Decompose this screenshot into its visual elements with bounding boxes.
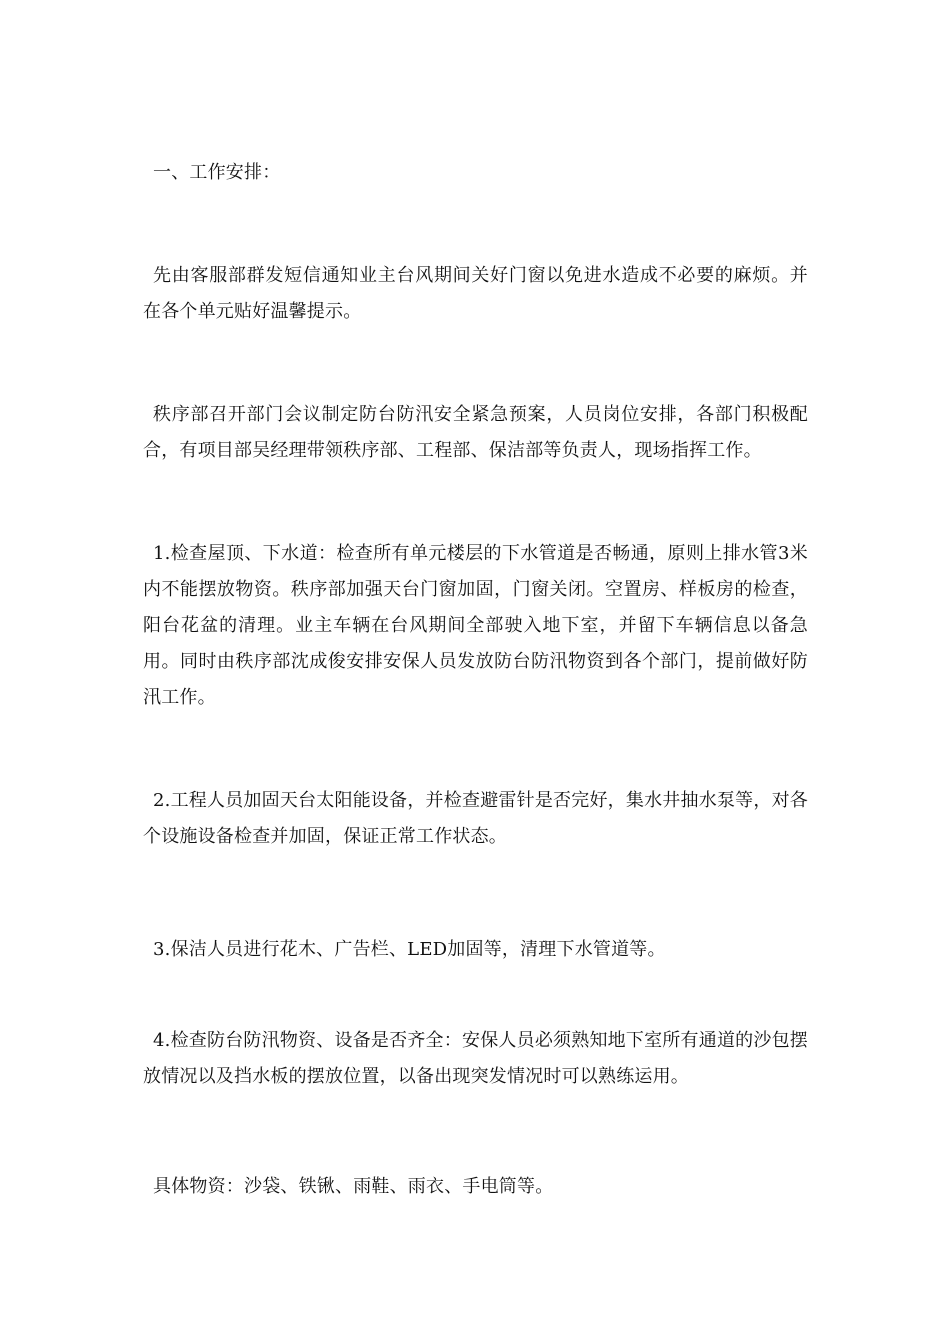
paragraph-item-2: 2.工程人员加固天台太阳能设备，并检查避雷针是否完好，集水井抽水泵等，对各个设施设备检查并加固，保证正常工作状态。 — [143, 790, 808, 847]
paragraph-item-4: 4.检查防台防汛物资、设备是否齐全：安保人员必须熟知地下室所有通道的沙包摆放情况以及挡水板的摆放位置，以备出现突发情况时可以熟练运用。 — [143, 1030, 808, 1087]
paragraph-item-3: 3.保洁人员进行花木、广告栏、LED加固等，清理下水管道等。 — [153, 939, 666, 960]
paragraph-notice: 先由客服部群发短信通知业主台风期间关好门窗以免进水造成不必要的麻烦。并在各个单元贴好温馨提示。 — [143, 265, 808, 322]
paragraph-item-1: 1.检查屋顶、下水道：检查所有单元楼层的下水管道是否畅通，原则上排水管3米内不能摆放物资。秩序部加强天台门窗加固，门窗关闭。空置房、样板房的检查，阳台花盆的清理。业主车辆在台风期间全部驶入地下室，并留下车辆信息以备急用。同时由秩序部沈成俊安排安保人员发放防台防汛物资到各个部门，提前做好防汛工作。 — [143, 543, 808, 708]
paragraph-materials: 具体物资：沙袋、铁锹、雨鞋、雨衣、手电筒等。 — [153, 1176, 554, 1197]
section-heading: 一、工作安排： — [153, 162, 281, 183]
paragraph-order-department: 秩序部召开部门会议制定防台防汛安全紧急预案，人员岗位安排，各部门积极配合，有项目部吴经理带领秩序部、工程部、保洁部等负责人，现场指挥工作。 — [143, 404, 808, 461]
